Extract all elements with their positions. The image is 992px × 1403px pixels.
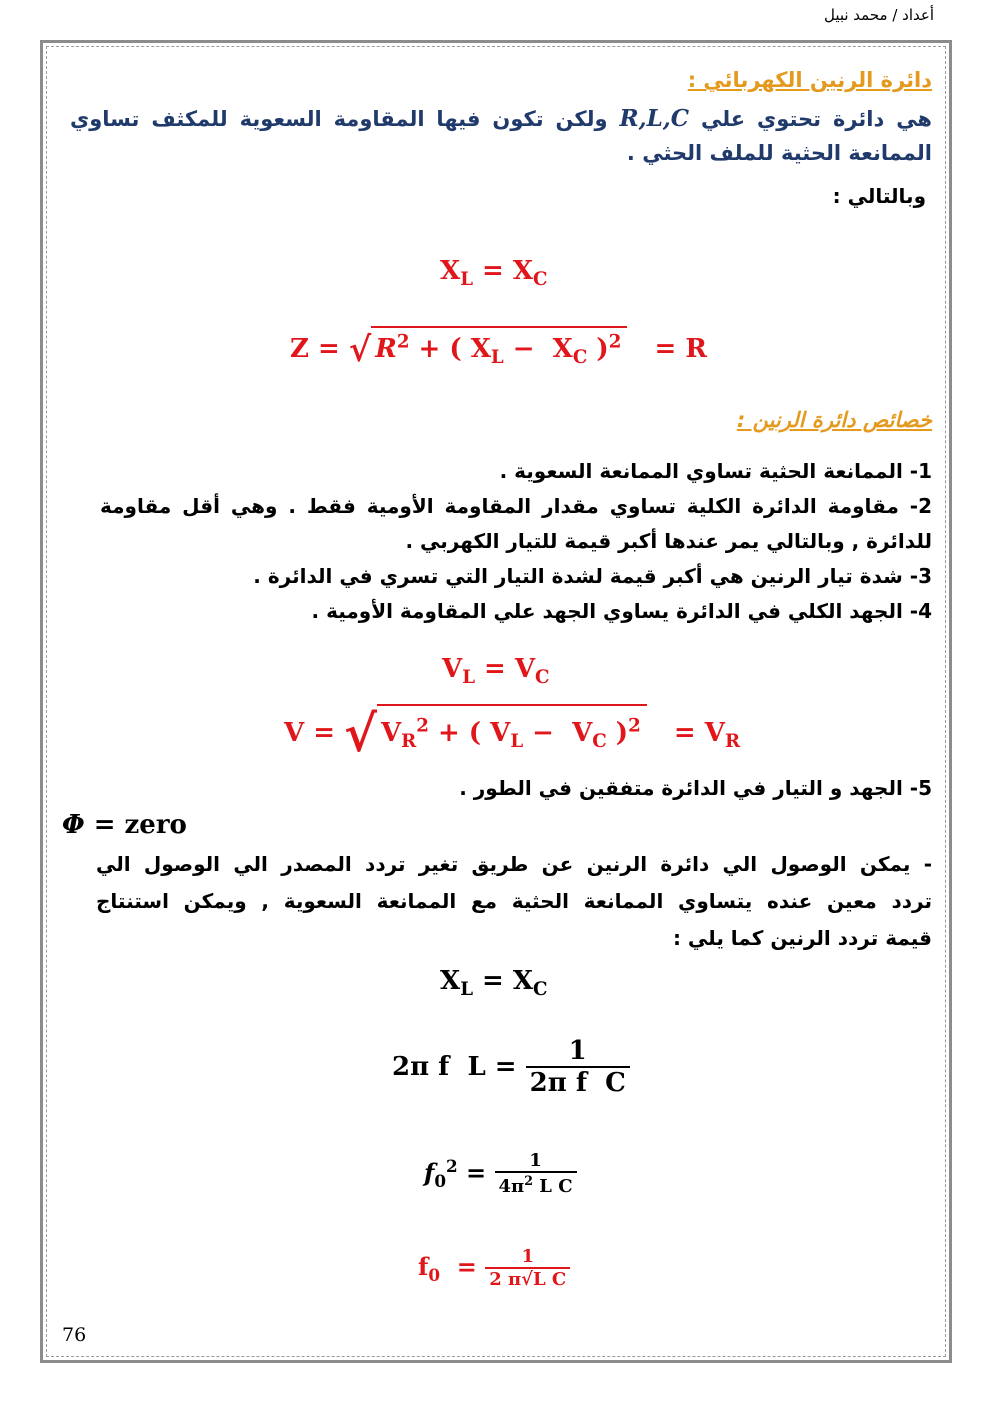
property-item: 4- الجهد الكلي في الدائرة يساوي الجهد علي المقاومة الأومية . [311,599,932,623]
properties-list [100,454,932,629]
equation-vl-equals-vc: $V_L = V_C$ [442,654,550,689]
equation-xl-equals-xc: $X_L = X_C$ [440,256,548,291]
page-number: 76 [62,1324,87,1346]
resonance-paragraph [96,846,932,957]
property-item: 3- شدة تيار الرنين هي أكبر قيمة لشدة التيار التي تسري في الدائرة . [253,564,932,588]
paragraph-line: - يمكن الوصول الي دائرة الرنين عن طريق تغير تردد المصدر الي الوصول الي [96,852,932,876]
paragraph-line: قيمة تردد الرنين كما يلي : [672,926,932,950]
therefore-label: وبالتالي : [832,184,926,208]
equation-resonance-frequency: $f_0$ = $\frac{1}{\text{2 π√L C}}$ [418,1246,570,1290]
definition-part1: هي دائرة تحتوي علي [700,107,932,131]
section-title-properties: خصائص دائرة الرنين : [736,408,932,432]
rlc-symbols: R,L,C [619,105,690,132]
property-item: 2- مقاومة الدائرة الكلية تساوي مقدار المقاومة الأومية فقط . وهي أقل مقاومة [100,494,932,518]
paragraph-line: تردد معين عنده يتساوي الممانعة الحثية مع الممانعة السعوية , ويمكن استنتاج [96,889,932,913]
equation-voltage: V = √ $V_R^2$ + ( $V_L - V_C$ )$^2 = V_R$ [284,704,741,763]
equation-phase-zero: Φ = zero [62,810,187,840]
property-item-5: 5- الجهد و التيار في الدائرة متفقين في الطور . [459,776,932,800]
equation-impedance: Z = √ $R^2$ + ( $X_L - X_C$ )$^2$ = R [290,330,707,380]
definition-part2: ولكن تكون فيها المقاومة السعوية للمكثف تساوي [70,107,608,131]
author-header: أعداد / محمد نبيل [823,6,934,24]
equation-step1: 2π f L = $\frac{1}{\text{2π f C}}$ [392,1036,630,1098]
property-item: 1- الممانعة الحثية تساوي الممانعة السعوية . [499,459,932,483]
section-title-resonance: دائرة الرنين الكهربائي : [687,68,932,92]
definition-paragraph [70,102,932,170]
equation-step2: $f_0^2$ = $\frac{1}{4\pi^2 L C}$ [424,1150,577,1197]
definition-line2: الممانعة الحثية للملف الحثي . [626,141,932,165]
property-item: للدائرة , وبالتالي يمر عندها أكبر قيمة للتيار الكهربي . [405,529,932,553]
equation-xl-equals-xc-2: $X_L = X_C$ [440,966,548,1001]
